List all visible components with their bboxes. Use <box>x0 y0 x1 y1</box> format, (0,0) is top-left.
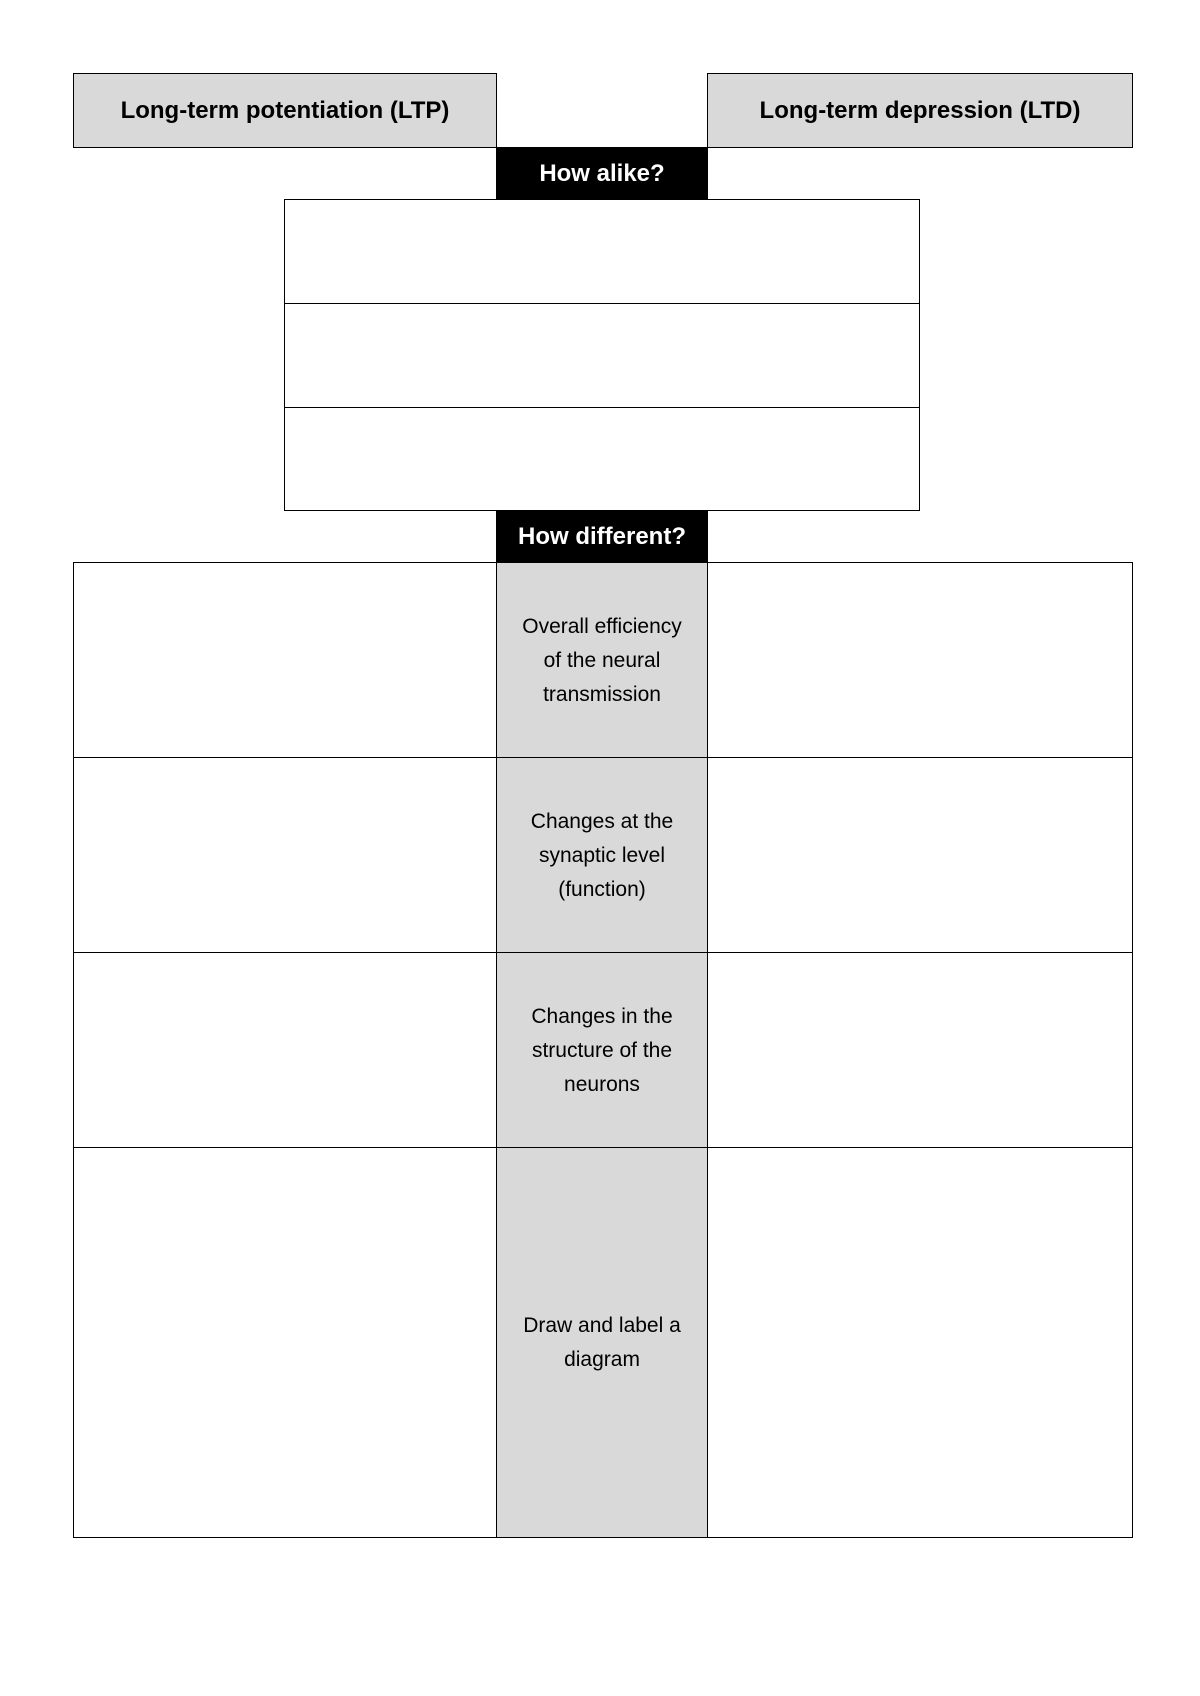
alike-row-1[interactable] <box>284 199 920 305</box>
ltp-header <box>73 73 497 148</box>
ltd-cell-diagram[interactable] <box>707 1147 1133 1538</box>
criterion-efficiency-text: Overall efficiency of the neural transmission <box>522 614 682 706</box>
ltd-header <box>707 73 1133 148</box>
ltp-header-label: Long-term potentiation (LTP) <box>120 96 450 124</box>
ltp-cell-efficiency[interactable] <box>73 562 497 759</box>
alike-row-2[interactable] <box>284 303 920 409</box>
how-different-label <box>496 510 708 563</box>
ltd-cell-structure[interactable] <box>707 952 1133 1149</box>
criterion-synaptic-text: Changes at the synaptic level (function) <box>530 809 674 901</box>
how-alike-text: How alike? <box>539 160 665 187</box>
ltd-header-label: Long-term depression (LTD) <box>759 96 1081 124</box>
criterion-structure-text: Changes in the structure of the neurons <box>531 1004 673 1096</box>
ltd-cell-synaptic[interactable] <box>707 757 1133 954</box>
ltd-cell-efficiency[interactable] <box>707 562 1133 759</box>
criterion-structure <box>496 952 708 1149</box>
ltp-cell-structure[interactable] <box>73 952 497 1149</box>
criterion-synaptic <box>496 757 708 954</box>
ltp-cell-synaptic[interactable] <box>73 757 497 954</box>
how-alike-label <box>496 147 708 201</box>
ltp-cell-diagram[interactable] <box>73 1147 497 1538</box>
alike-row-3[interactable] <box>284 407 920 511</box>
criterion-diagram <box>496 1147 708 1538</box>
criterion-diagram-text: Draw and label a diagram <box>523 1313 681 1371</box>
how-different-text: How different? <box>518 522 686 550</box>
criterion-efficiency <box>496 562 708 759</box>
